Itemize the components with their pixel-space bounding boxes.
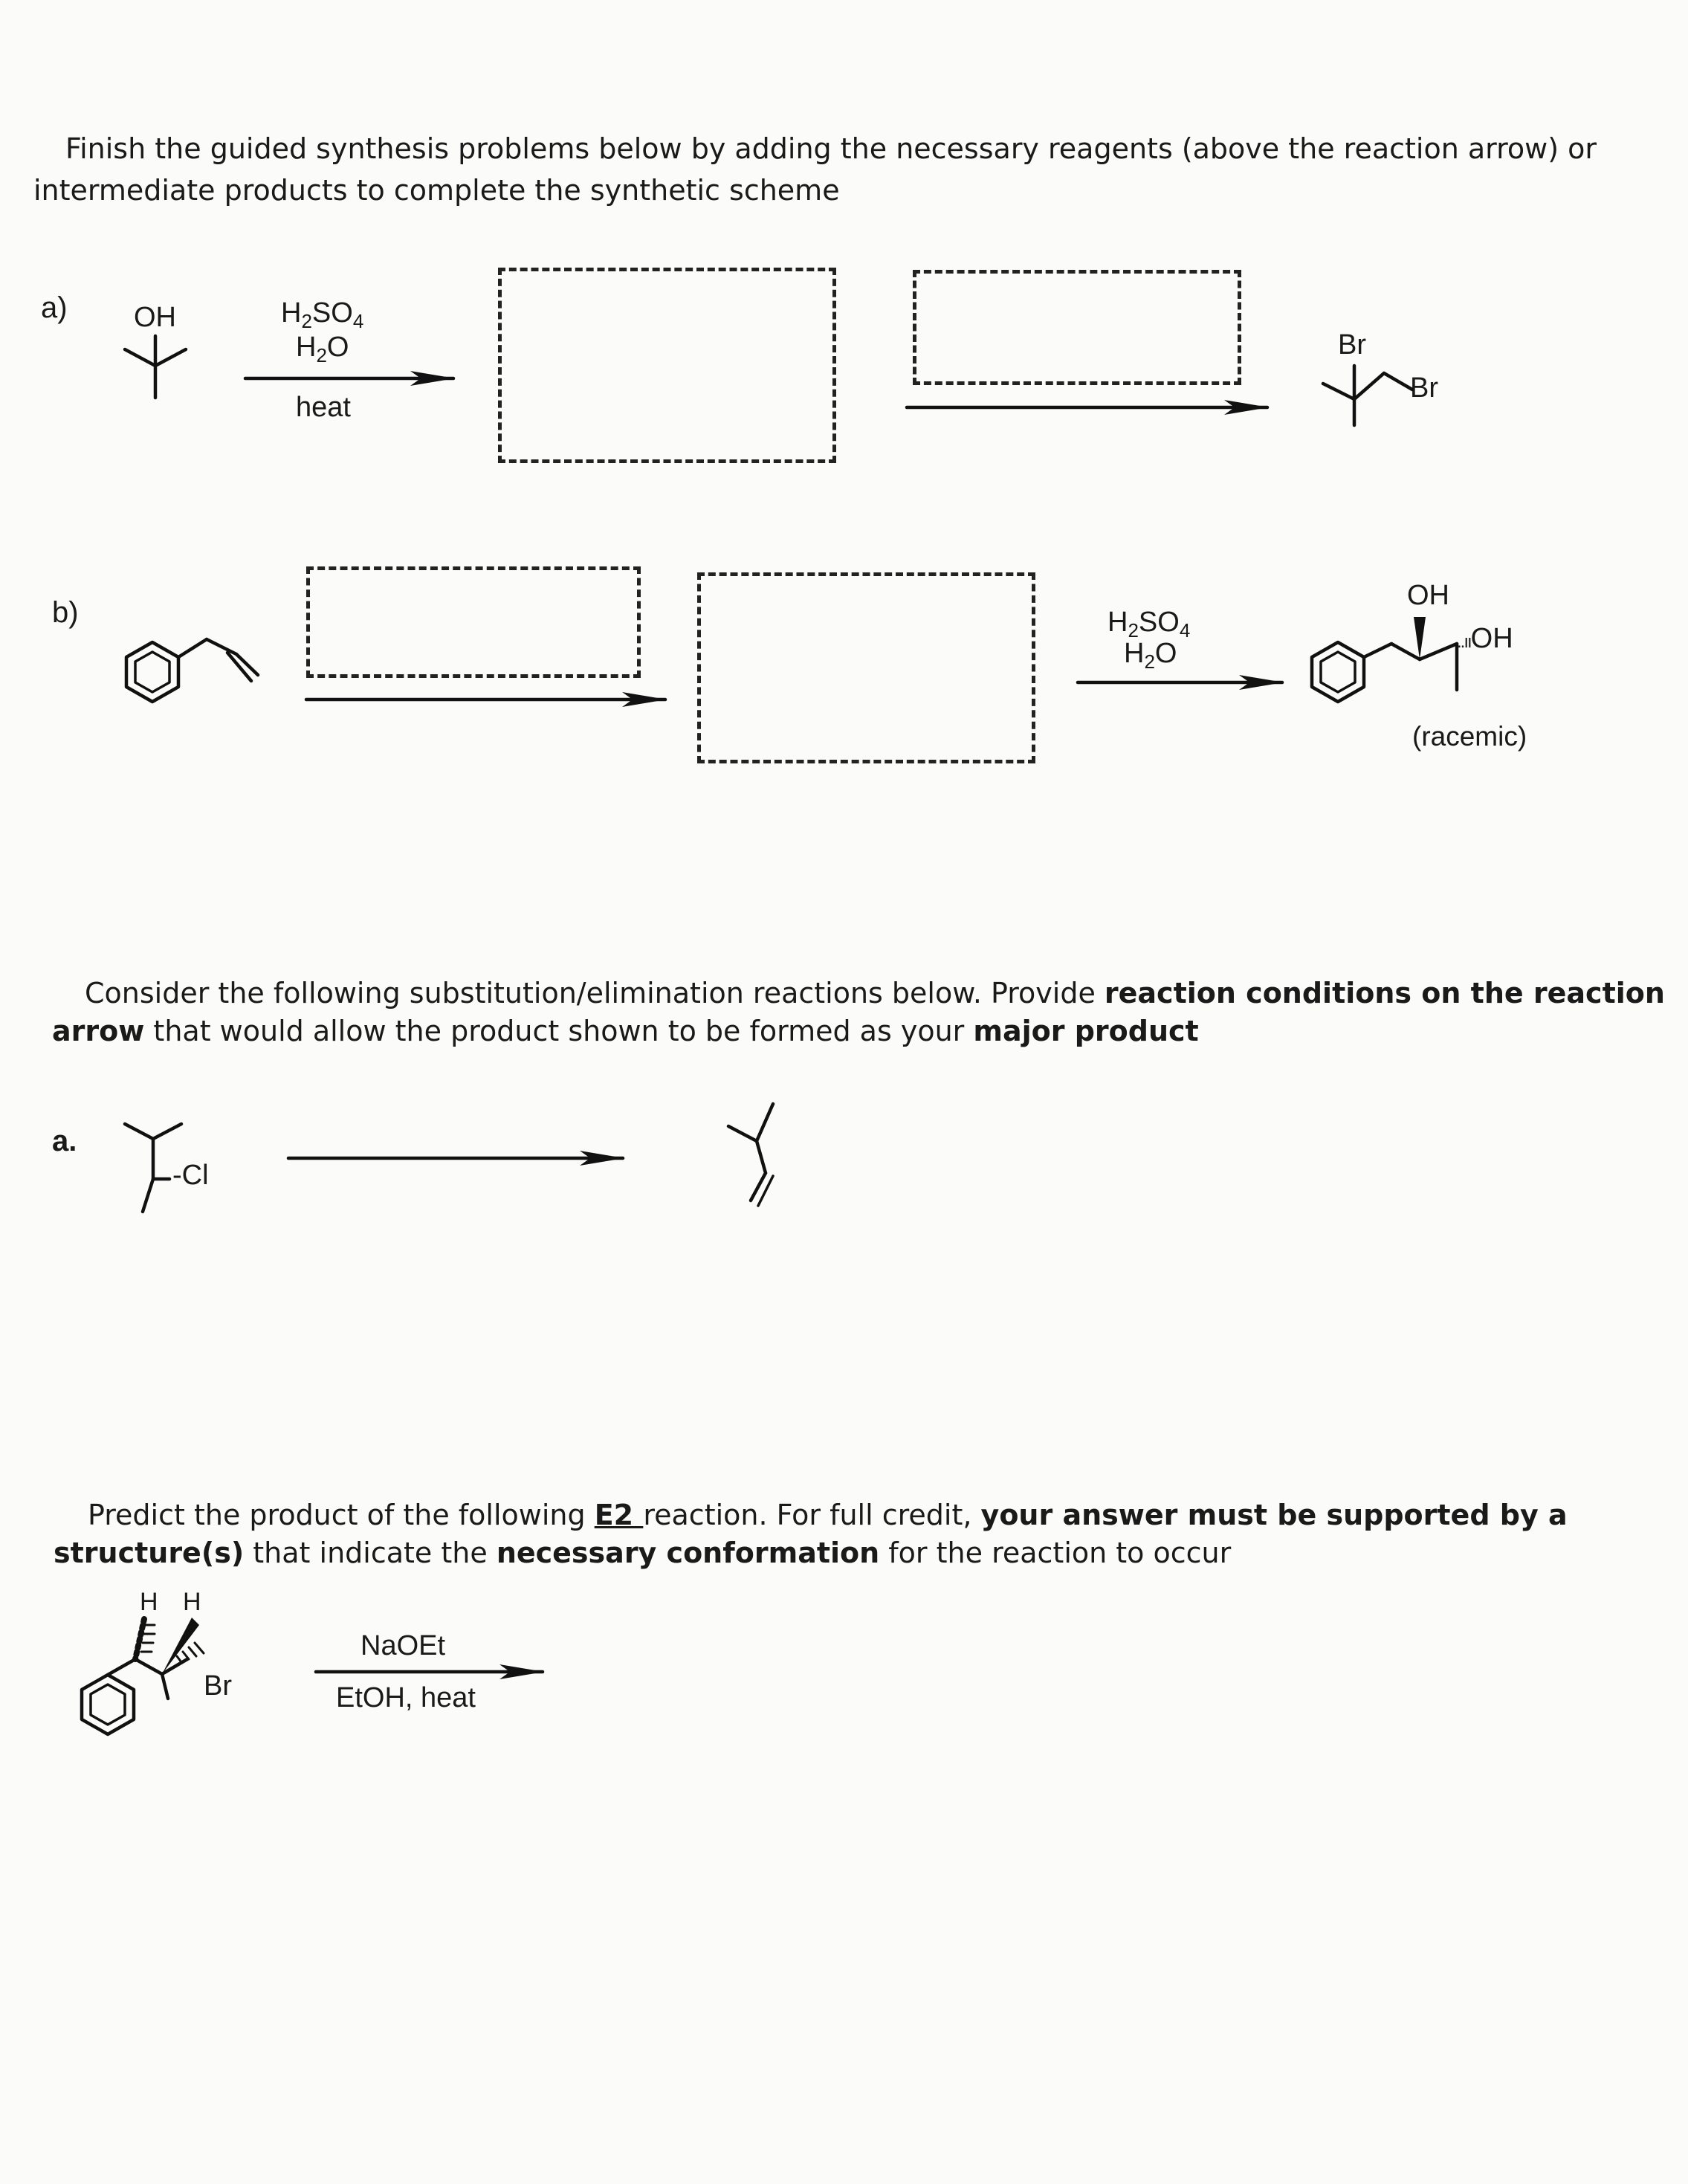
e2-h-label-2: H xyxy=(183,1588,201,1616)
dibromide-structure xyxy=(1323,366,1412,425)
problem-b-product-oh-1: OH xyxy=(1407,580,1449,611)
problem-b-reagent-h2so4: $H_2SO_4$ xyxy=(1107,607,1191,642)
intro-line-1: Finish the guided synthesis problems below by adding the necessary reagents (above the reaction arrow) or xyxy=(65,132,1597,165)
section3-line-2: structure(s) that indicate the necessary conformation for the reaction to occur xyxy=(54,1537,1232,1569)
oh-wedge xyxy=(1414,617,1426,659)
problem-b-product-oh-2: ..ııOH xyxy=(1457,623,1513,654)
chloride-label: -Cl xyxy=(172,1160,209,1191)
e2-h-label-1: H xyxy=(140,1588,158,1616)
e2-reagent-etoh-heat: EtOH, heat xyxy=(336,1682,476,1713)
problem-a-product-br-1: Br xyxy=(1338,329,1366,361)
alkyl-chloride-structure xyxy=(125,1124,181,1212)
racemic-label: (racemic) xyxy=(1412,721,1527,752)
problem-a-product-br-2: Br xyxy=(1410,372,1438,404)
diol-structure xyxy=(1312,642,1457,702)
e2-reagent-naoet: NaOEt xyxy=(360,1630,446,1661)
problem-b-label: b) xyxy=(52,596,79,629)
problem-a-reagent-h2so4: $H_2SO_4$ xyxy=(281,297,364,332)
intro-line-2: intermediate products to complete the synthetic scheme xyxy=(33,174,840,207)
section2-label: a. xyxy=(52,1125,77,1157)
section2-line-2: arrow that would allow the product shown to be formed as your major product xyxy=(52,1015,1199,1047)
problem-a-oh-label: OH xyxy=(134,302,176,333)
e2-br-label: Br xyxy=(204,1670,232,1702)
section2-line-1: Consider the following substitution/elimination reactions below. Provide reaction conditions on the reaction xyxy=(85,977,1665,1009)
problem-a-reagent-heat: heat xyxy=(296,392,351,423)
section3-line-1: Predict the product of the following E2 reaction. For full credit, your answer must be supported by a xyxy=(88,1499,1568,1531)
e2-substrate-structure xyxy=(82,1619,193,1734)
problem-a-label: a) xyxy=(41,291,68,324)
problem-a-reagent-h2o: $H_2O$ xyxy=(296,332,349,366)
problem-b-reagent-h2o: $H_2O$ xyxy=(1124,638,1177,673)
e2-wedge xyxy=(162,1618,199,1674)
tert-butanol-structure xyxy=(125,336,186,398)
alkene-product-structure xyxy=(728,1104,773,1206)
allylbenzene-structure xyxy=(126,639,258,702)
